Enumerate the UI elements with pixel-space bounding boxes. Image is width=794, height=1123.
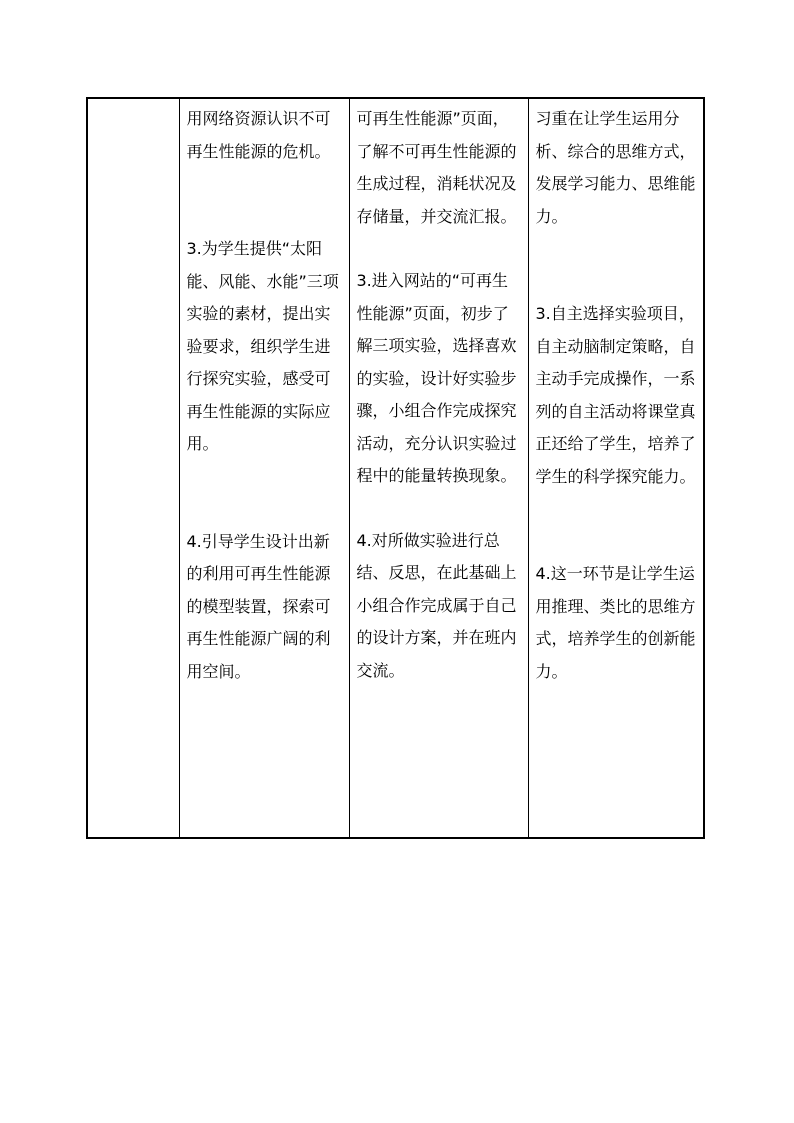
- teacher-para-3: 3.为学生提供“太阳能、风能、水能”三项实验的素材，提出实验要求，组织学生进行探究实验，感受可再生性能源的实际应用。: [186, 239, 339, 453]
- student-activity-cell: [349, 98, 528, 838]
- table-row: [87, 98, 704, 838]
- lesson-plan-table: [86, 97, 705, 839]
- label-cell-text: [88, 99, 179, 103]
- student-para-3: 3.进入网站的“可再生性能源”页面，初步了解三项实验，选择喜欢的实验，设计好实验步骤，小组合作完成探究活动，充分认识实验过程中的能量转换现象。: [356, 271, 517, 485]
- teacher-para-1: 用网络资源认识不可再生性能源的危机。: [186, 109, 331, 161]
- intent-para-3: 3.自主选择实验项目，自主动脑制定策略，自主动手完成操作，一系列的自主活动将课堂真正还给了学生，培养了学生的科学探究能力。: [535, 304, 696, 486]
- student-para-1: 可再生性能源”页面，了解不可再生性能源的生成过程，消耗状况及存储量，并交流汇报。: [356, 109, 517, 226]
- teacher-para-4: 4.引导学生设计出新的利用可再生性能源的模型装置，探索可再生性能源广阔的利用空间。: [186, 531, 331, 681]
- teacher-activity-cell: [179, 98, 349, 838]
- label-cell: [87, 98, 179, 838]
- design-intent-cell: [528, 98, 704, 838]
- intent-para-1: 习重在让学生运用分析、综合的思维方式，发展学习能力、思维能力。: [535, 109, 696, 226]
- intent-para-4: 4.这一环节是让学生运用推理、类比的思维方式，培养学生的创新能力。: [535, 564, 696, 681]
- student-para-4: 4.对所做实验进行总结、反思，在此基础上小组合作完成属于自己的设计方案，并在班内交流。: [356, 530, 517, 680]
